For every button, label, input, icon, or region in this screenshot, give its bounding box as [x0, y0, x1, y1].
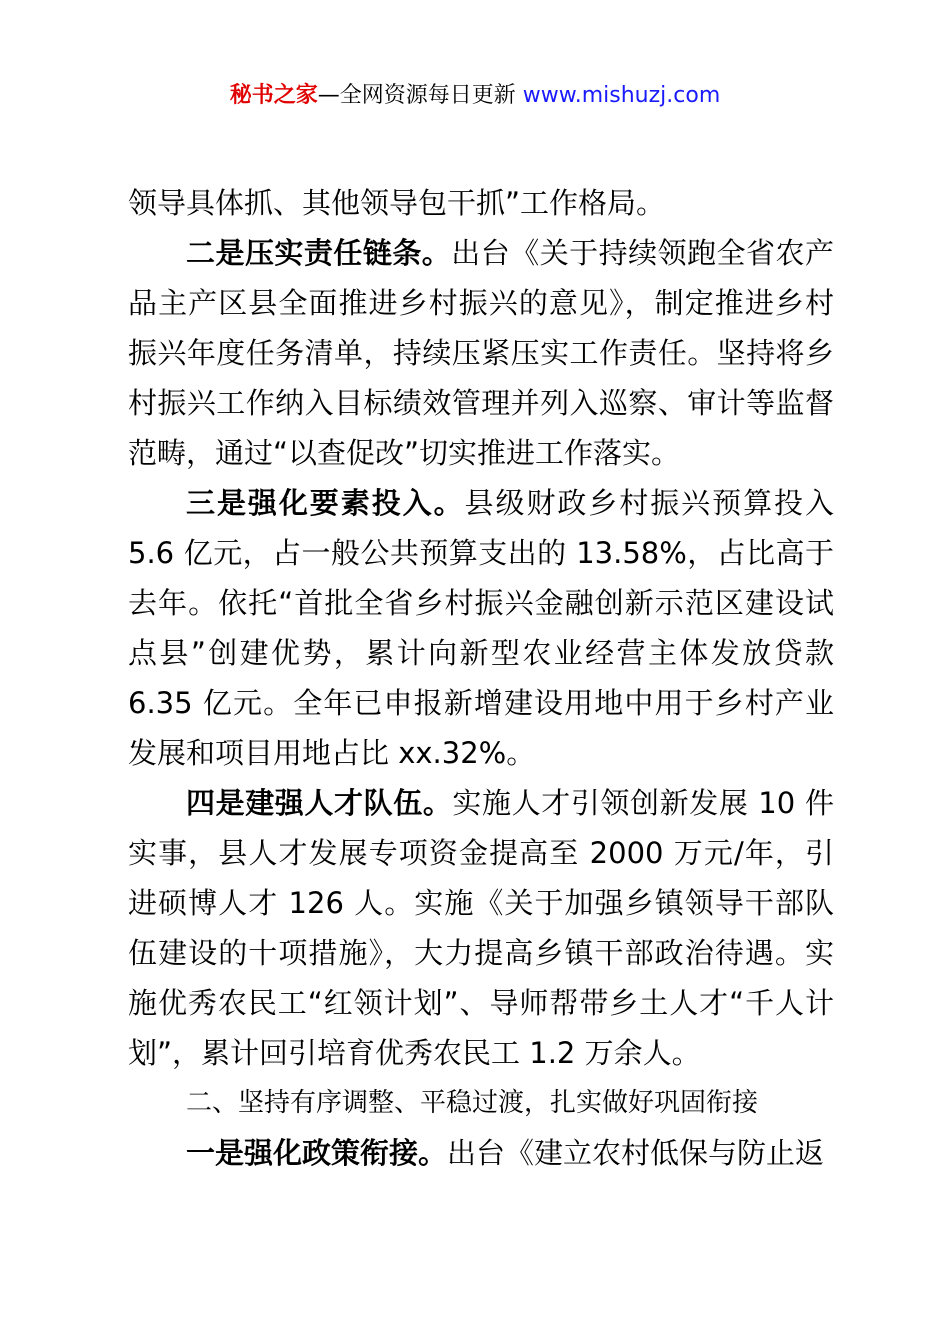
- paragraph-lead: 四是建强人才队伍。: [186, 786, 453, 820]
- section-heading: 二、坚持有序调整、平稳过渡，扎实做好巩固衔接: [186, 1088, 759, 1118]
- paragraph-text: 出台《关于持续领跑全省农产品主产区县全面推进乡村振兴的意见》，制定推进乡村振兴年度任务清单，持续压紧压实工作责任。坚持将乡村振兴工作纳入目标绩效管理并列入巡察、审计等监督范畴，通过“以查促改”切实推进工作落实。: [128, 236, 834, 470]
- paragraph-investment: [128, 478, 834, 778]
- paragraph-text: 县级财政乡村振兴预算投入5.6 亿元，占一般公共预算支出的 13.58%，占比高于去年。依托“首批全省乡村振兴金融创新示范区建设试点县”创建优势，累计向新型农业经营主体发放贷款6.35 亿元。全年已申报新增建设用地中用于乡村产业发展和项目用地占比 xx.32%。: [128, 486, 834, 770]
- paragraph-policy: [128, 1128, 834, 1178]
- paragraph-talent: [128, 778, 834, 1078]
- paragraph-continued: [128, 178, 834, 228]
- site-tagline: —全网资源每日更新: [317, 83, 516, 108]
- paragraph-text: 出台《建立农村低保与防止返: [447, 1136, 825, 1170]
- paragraph-lead: 一是强化政策衔接。: [186, 1136, 448, 1170]
- paragraph-text: 实施人才引领创新发展 10 件实事，县人才发展专项资金提高至 2000 万元/年，引进硕博人才 126 人。实施《关于加强乡镇领导干部队伍建设的十项措施》，大力提高乡镇干部政治待遇。实施优秀农民工“红领计划”、导师帮带乡土人才“千人计划”，累计回引培育优秀农民工 1.2 万余人。: [128, 786, 834, 1070]
- document-body: [128, 178, 834, 1178]
- site-brand: 秘书之家: [229, 83, 318, 108]
- paragraph-responsibility: [128, 228, 834, 478]
- page-header: [0, 80, 950, 112]
- site-url[interactable]: www.mishuzj.com: [522, 83, 721, 108]
- paragraph-lead: 二是压实责任链条。: [186, 236, 452, 270]
- paragraph-lead: 三是强化要素投入。: [186, 486, 465, 520]
- paragraph-text: 领导具体抓、其他领导包干抓”工作格局。: [128, 186, 666, 220]
